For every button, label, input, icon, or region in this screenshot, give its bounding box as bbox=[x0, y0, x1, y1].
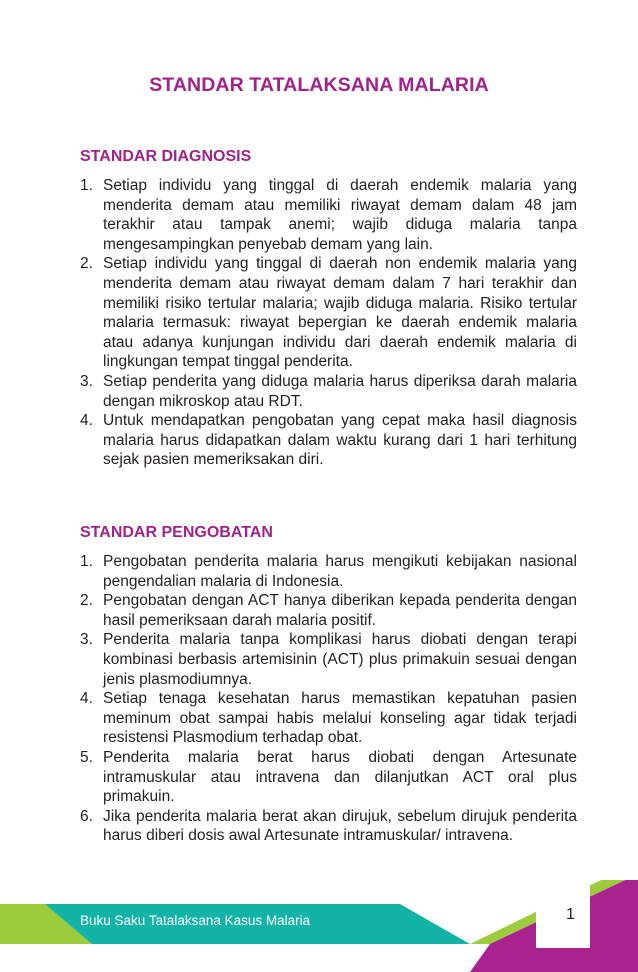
list-item: 2. Pengobatan dengan ACT hanya diberikan kepada penderita dengan hasil pemeriksaan darah malaria positif. bbox=[80, 592, 577, 629]
footer-book-title: Buku Saku Tatalaksana Kasus Malaria bbox=[80, 913, 311, 928]
list-item: 3. Setiap penderita yang diduga malaria harus diperiksa darah malaria dengan mikroskop atau RDT. bbox=[80, 372, 577, 410]
list-item: 5. Penderita malaria berat harus diobati dengan Artesunate intramuskular atau intravena dan dilanjutkan ACT oral plus primakuin. bbox=[80, 748, 577, 806]
diagnosis-list bbox=[80, 176, 577, 470]
page-title: STANDAR TATALAKSANA MALARIA bbox=[149, 74, 489, 96]
list-item: 6. Jika penderita malaria berat akan dirujuk, sebelum dirujuk penderita harus diberi dosis awal Artesunate intramuskular/ intravena. bbox=[80, 807, 577, 845]
page-number-tab bbox=[536, 880, 590, 948]
list-item: 1. Setiap individu yang tinggal di daerah endemik malaria yang menderita demam atau memiliki riwayat demam dalam 48 jam terakhir atau tampak anemi; wajib diduga malaria tanpa mengesampingkan penyebab demam yang lain. bbox=[80, 177, 577, 253]
section-heading-treatment: STANDAR PENGOBATAN bbox=[80, 524, 273, 541]
list-item: 4. Untuk mendapatkan pengobatan yang cepat maka hasil diagnosis malaria harus didapatkan dalam waktu kurang dari 1 hari terhitung sejak pasien memeriksakan diri. bbox=[80, 412, 577, 469]
page-number: 1 bbox=[566, 906, 575, 923]
list-item: 1. Pengobatan penderita malaria harus mengikuti kebijakan nasional pengendalian malaria di Indonesia. bbox=[80, 553, 577, 590]
treatment-list bbox=[80, 552, 577, 846]
section-heading-diagnosis: STANDAR DIAGNOSIS bbox=[80, 148, 252, 165]
list-item: 2. Setiap individu yang tinggal di daerah non endemik malaria yang menderita demam atau riwayat demam dalam 7 hari terakhir dan memiliki risiko tertular malaria; wajib diduga malaria. Risiko tertular malaria termasuk: riwayat bepergian ke daerah endemik malaria atau adanya kunjungan individu dari daerah endemik malaria di lingkungan tempat tinggal penderita. bbox=[80, 255, 577, 371]
list-item: 3. Penderita malaria tanpa komplikasi harus diobati dengan terapi kombinasi berbasis artemisinin (ACT) plus primakuin sesuai dengan jenis plasmodiumnya. bbox=[80, 631, 577, 688]
list-item: 4. Setiap tenaga kesehatan harus memastikan kepatuhan pasien meminum obat sampai habis melalui konseling agar tidak terjadi resistensi Plasmodium terhadap obat. bbox=[80, 690, 577, 747]
